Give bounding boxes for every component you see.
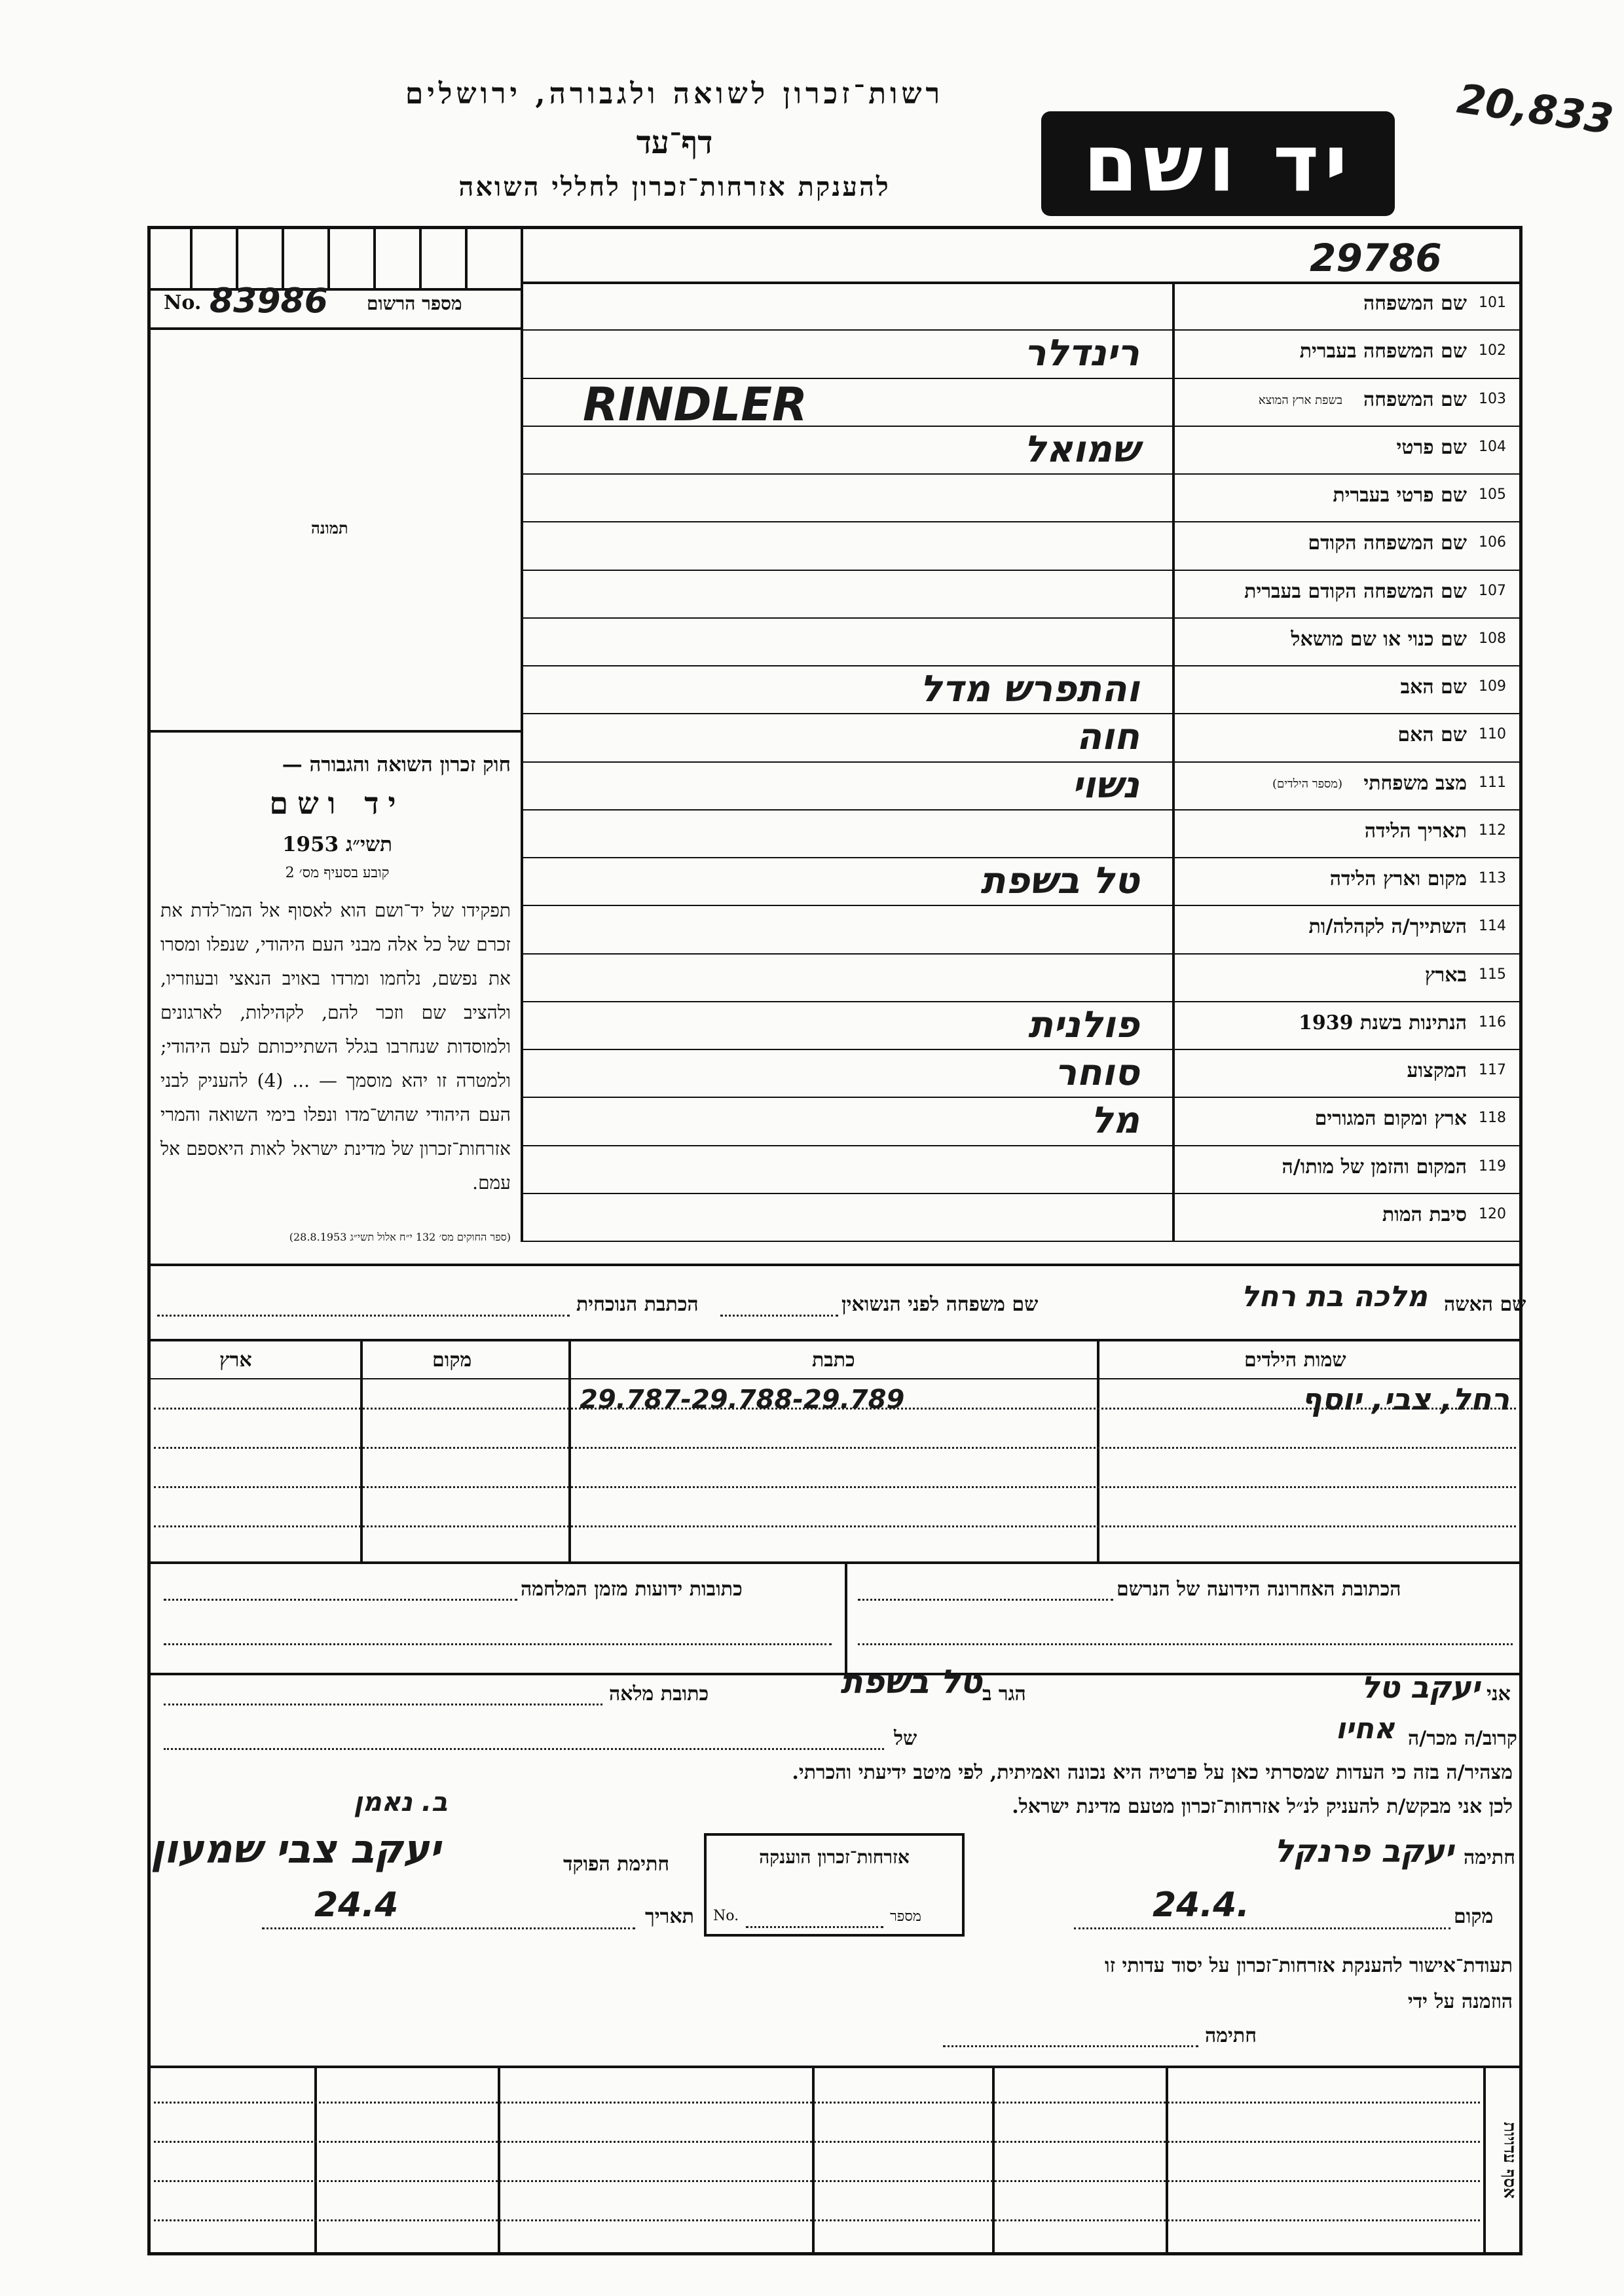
law-clause: קובע בסעיף מס׳ 2 xyxy=(285,865,390,881)
date-label: תאריך xyxy=(645,1905,694,1928)
citizenship-stamp-box xyxy=(704,1833,965,1937)
field-label-note: (מספר הילדים) xyxy=(1272,776,1342,791)
stamp-num-label: מספר xyxy=(890,1908,921,1925)
full-address-label: כתובת מלאה xyxy=(609,1683,709,1705)
date-value[interactable]: 24.4 xyxy=(314,1886,399,1925)
current-address-label: הכתבת הנוכחית xyxy=(576,1293,699,1316)
field-value[interactable]: פולנית xyxy=(1027,1003,1139,1046)
place-label: מקום xyxy=(1454,1905,1494,1928)
law-year: תשי״ג 1953 xyxy=(282,833,393,856)
lives-in-value[interactable]: טל בשפת xyxy=(840,1663,982,1701)
reg-no-prefix: No. xyxy=(164,291,202,314)
yad-vashem-logo: יד ושם xyxy=(1041,111,1395,216)
field-label: בארץ xyxy=(1424,963,1467,987)
stamp-no: No. xyxy=(713,1908,739,1924)
children-names-value[interactable]: רחל, צבי, יוסף xyxy=(1301,1381,1509,1417)
certificate-line-2: הוזמנה על ידי xyxy=(1407,1990,1513,2013)
maiden-label: שם משפחה לפני הנשואין xyxy=(841,1293,1039,1316)
field-label: שם האם xyxy=(1397,723,1467,747)
field-number: 101 xyxy=(1479,295,1506,311)
field-label: שם פרטי xyxy=(1396,435,1467,459)
field-value[interactable]: סוחר xyxy=(1054,1051,1139,1094)
field-label: שם האב xyxy=(1400,676,1467,699)
field-label: שם המשפחה בעברית xyxy=(1299,340,1467,363)
field-number: 105 xyxy=(1479,486,1506,503)
field-label: הנתינות בשנת 1939 xyxy=(1298,1011,1467,1034)
certificate-signature-label: חתימה xyxy=(1205,2024,1257,2047)
field-label: שם המשפחה xyxy=(1363,292,1467,315)
field-number: 113 xyxy=(1479,870,1506,886)
field-number: 119 xyxy=(1479,1157,1506,1175)
field-number: 110 xyxy=(1479,726,1506,743)
field-number: 102 xyxy=(1479,342,1506,359)
reg-no-label: מספר הרשום xyxy=(367,293,462,314)
field-label: תאריך הלידה xyxy=(1364,819,1467,843)
field-label: מצב משפחתי xyxy=(1363,771,1467,795)
top-row-line xyxy=(521,282,1522,284)
lives-in-label: הגר ב xyxy=(982,1683,1026,1705)
stamp-title: אזרחות־זכרון הוענקה xyxy=(759,1846,910,1868)
footer-side-text: אסף עדויות xyxy=(1500,2122,1519,2199)
place-value[interactable]: 24.4. xyxy=(1153,1886,1250,1925)
field-label: השתייך/ה לקהלה/ות xyxy=(1308,915,1467,939)
statement-1: מצהיר/ה בזה כי העדות שמסרתי כאן על פרטיה היא נכונה ואמיתית, לפי מיטב ידיעתי והכרתי. xyxy=(792,1761,1513,1784)
field-value[interactable]: והתפרש מדל xyxy=(919,668,1139,710)
field-number: 111 xyxy=(1479,774,1506,791)
field-number: 112 xyxy=(1479,822,1506,839)
field-value[interactable]: מל xyxy=(1090,1099,1139,1142)
field-value[interactable]: טל בשפת xyxy=(980,860,1139,902)
corner-handwritten-number: 20,833 xyxy=(1454,74,1617,144)
signature-label: חתימה xyxy=(1464,1846,1515,1869)
field-number: 114 xyxy=(1479,918,1506,935)
last-known-address-label: הכתובת האחרונה הידועה של הנרשם xyxy=(1116,1578,1401,1601)
reg-no-value: 83986 xyxy=(210,282,328,321)
children-address-value[interactable]: 29.787-29.788-29.789 xyxy=(580,1385,905,1415)
statement-2: לכן אני מבקש/ת להעניק לנ״ל אזרחות־זכרון מטעם מדינת ישראל. xyxy=(1012,1795,1513,1818)
field-label: שם המשפחה הקודם בעברית xyxy=(1244,579,1467,603)
field-number: 106 xyxy=(1479,534,1506,551)
field-label: שם המשפחה הקודם xyxy=(1308,532,1467,555)
field-number: 108 xyxy=(1479,630,1506,647)
field-number: 118 xyxy=(1479,1110,1506,1127)
field-label: המקצוע xyxy=(1407,1059,1467,1082)
doc-type: דף־עד xyxy=(636,124,713,161)
subtitle: להענקת אזרחות־זכרון לחללי השואה xyxy=(458,172,891,202)
field-value[interactable]: שמואל xyxy=(1024,428,1139,471)
law-source: (ספר החוקים מס׳ 132 י״ח אלול תשי״ג 28.8.1953) xyxy=(289,1231,511,1243)
field-number: 109 xyxy=(1479,678,1506,695)
authority-title: רשות־זכרון לשואה ולגבורה, ירושלים xyxy=(405,77,944,111)
field-number: 115 xyxy=(1479,966,1506,983)
field-number: 116 xyxy=(1479,1013,1506,1030)
field-value[interactable]: רינדלר xyxy=(1024,332,1139,375)
official-signature-value[interactable]: יעקב צבי שמעון xyxy=(151,1827,441,1872)
official-signature-label: חתימת הפוקד xyxy=(563,1853,670,1876)
field-label: מקום וארץ הלידה xyxy=(1329,867,1467,890)
field-value[interactable]: נשוי xyxy=(1071,763,1139,807)
top-handwritten-number: 29786 xyxy=(1310,236,1442,280)
children-header-country: ארץ xyxy=(219,1349,252,1372)
declarant-value[interactable]: יעקב טל xyxy=(1361,1669,1480,1705)
official-note: ב. נאמן xyxy=(354,1787,448,1817)
wartime-address-label: כתובות ידועות מזמן המלחמה xyxy=(521,1578,743,1601)
photo-label: תמונה xyxy=(311,519,348,538)
children-header-place: מקום xyxy=(432,1349,472,1372)
field-number: 120 xyxy=(1479,1205,1506,1222)
field-value[interactable]: חוה xyxy=(1076,716,1139,759)
field-label: שם כנוי או שם מושאל xyxy=(1291,627,1467,651)
signature-value[interactable]: יעקב פרנקל xyxy=(1274,1833,1454,1870)
field-number: 104 xyxy=(1479,438,1506,455)
wife-label: שם האשה xyxy=(1444,1293,1526,1316)
field-label: המקום והזמן של מותו/ה xyxy=(1282,1155,1467,1178)
field-label: סיבת המות xyxy=(1382,1203,1467,1226)
field-number: 117 xyxy=(1479,1062,1506,1078)
field-number: 103 xyxy=(1479,390,1506,407)
field-value[interactable]: RINDLER xyxy=(583,377,807,431)
relative-value[interactable]: אחיו xyxy=(1335,1712,1395,1745)
children-header-names: שמות הילדים xyxy=(1244,1349,1346,1372)
law-title: חוק זכרון השואה והגבורה — xyxy=(282,753,511,776)
of-label: של xyxy=(894,1727,917,1750)
children-header-address: כתבת xyxy=(812,1349,855,1372)
declarant-label: אני xyxy=(1486,1683,1511,1705)
field-number: 107 xyxy=(1479,582,1506,599)
field-label: שם פרטי בעברית xyxy=(1333,484,1467,507)
law-text: תפקידו של יד־ושם הוא לאסוף אל המו־לדת את זכרם של כל אלה מבני העם היהודי, שנפלו ומסרו את נפשם, נלחמו ומרדו באויב הנאצי ובעוזריו, ולהציב שם וזכר להם, לקהילות, לארגונים ולמוסדות שנחרבו בגלל השתייכותם לעם היהודי; ולמטרה זו יהא מוסמך — ... (4) להעניק לבני העם היהודי שהוש־מדו ונפלו בימי השואה והמרי אזרחות־זכרון של מדינת ישראל לאות היאספם אל עמם. xyxy=(160,900,511,1194)
field-label-note: בשפת ארץ המוצא xyxy=(1258,393,1342,407)
field-label: ארץ ומקום המגורים xyxy=(1314,1107,1467,1131)
law-name: יד ושם xyxy=(269,786,405,821)
field-label: שם המשפחה xyxy=(1363,388,1467,411)
relative-label: קרוב/ה מכר/ה xyxy=(1408,1727,1517,1750)
certificate-line-1: תעודת־אישור להענקת אזרחות־זכרון על יסוד עדותי זו xyxy=(1105,1954,1513,1977)
wife-value[interactable]: מלכה בת רחל xyxy=(1241,1280,1428,1313)
